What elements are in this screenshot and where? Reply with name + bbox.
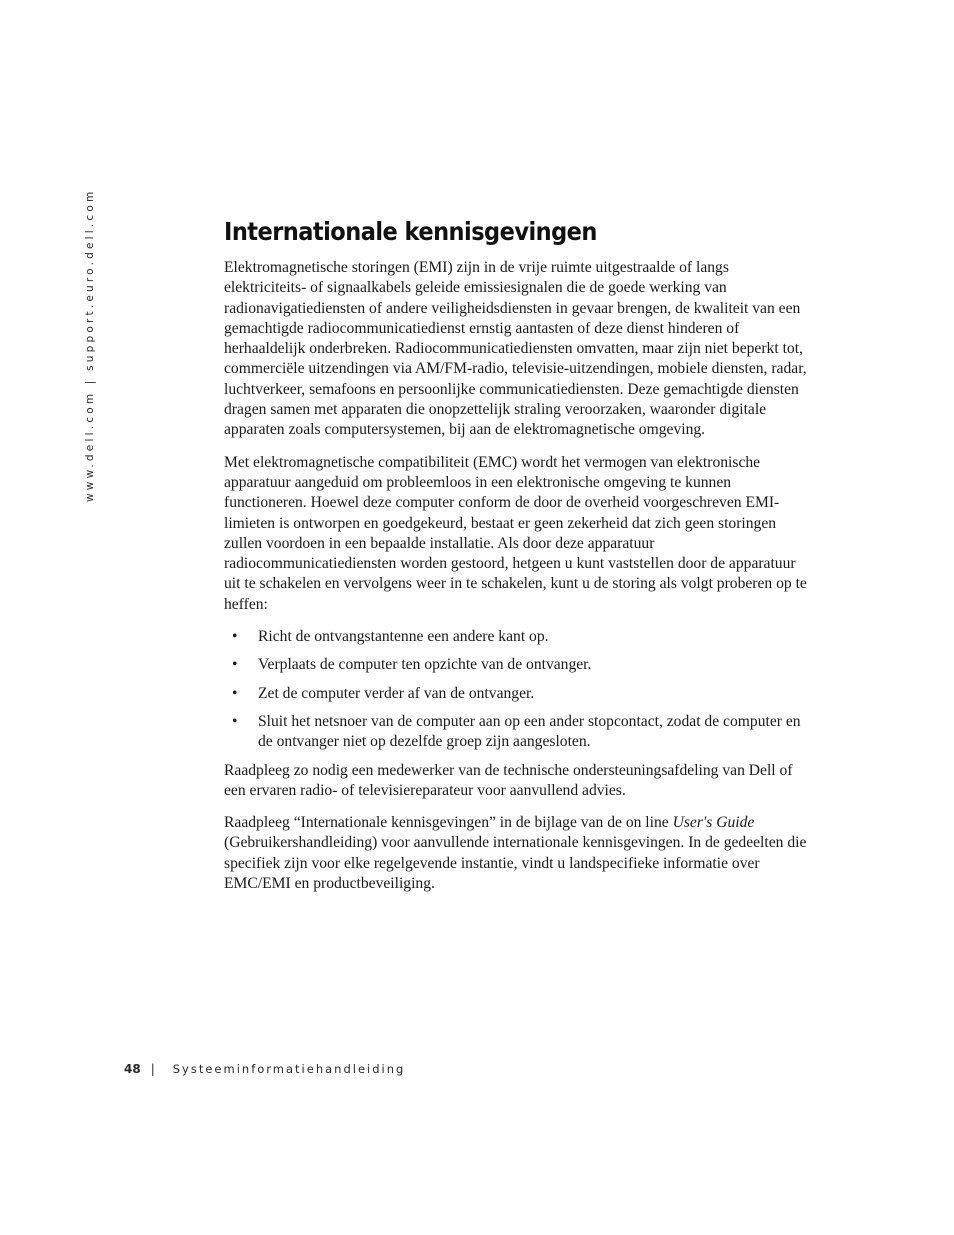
list-item xyxy=(224,655,814,675)
paragraph-users-guide xyxy=(224,813,814,894)
bullet-icon: • xyxy=(232,712,238,730)
list-item-text: Richt de ontvangstantenne een andere kant op. xyxy=(258,628,549,646)
list-item xyxy=(224,684,814,704)
side-url: www.dell.com | support.euro.dell.com xyxy=(84,188,96,502)
bullet-icon: • xyxy=(232,656,238,674)
list-item xyxy=(224,627,814,647)
footer-title: Systeeminformatiehandleiding xyxy=(172,1062,406,1076)
list-item-text: Sluit het netsnoer van de computer aan op een ander stopcontact, zodat de computer en de ontvanger niet op dezelfde groep zijn aangesloten. xyxy=(258,712,801,751)
page-number: 48 xyxy=(124,1062,141,1076)
users-guide-text-after: (Gebruikershandleiding) voor aanvullende internationale kennisgevingen. In de gedeelten die specifiek zijn voor elke regelgevende instantie, vindt u landspecifieke informatie over EMC/EMI en productbeveiliging. xyxy=(224,834,807,893)
page-heading: Internationale kennisgevingen xyxy=(224,217,597,246)
page-footer xyxy=(124,1062,405,1076)
users-guide-text-before: Raadpleeg “Internationale kennisgevingen” in de bijlage van de on line xyxy=(224,814,673,832)
list-item-text: Verplaats de computer ten opzichte van de ontvanger. xyxy=(258,656,592,674)
paragraph-emc: Met elektromagnetische compatibiliteit (EMC) wordt het vermogen van elektronische apparatuur aangeduid om probleemloos in een elektronische omgeving te kunnen functioneren. Hoewel deze computer conform de door de overheid voorgeschreven EMI-limieten is ontworpen en goedgekeurd, bestaat er geen zekerheid dat zich geen storingen zullen voordoen in een bepaalde installatie. Als door deze apparatuur radiocommunicatiediensten worden gestoord, hetgeen u kunt vaststellen door de apparatuur uit te schakelen en vervolgens weer in te schakelen, kunt u de storing als volgt proberen op te heffen: xyxy=(224,453,807,613)
list-item-text: Zet de computer verder af van de ontvanger. xyxy=(258,684,535,702)
bullet-list xyxy=(224,627,814,752)
users-guide-title: User's Guide xyxy=(672,814,755,832)
bullet-icon: • xyxy=(232,684,238,702)
paragraph-consult: Raadpleeg zo nodig een medewerker van de technische ondersteuningsafdeling van Dell of een ervaren radio- of televisiereparateur voor aanvullend advies. xyxy=(224,761,793,799)
bullet-icon: • xyxy=(232,628,238,646)
list-item xyxy=(224,712,814,753)
paragraph-emi: Elektromagnetische storingen (EMI) zijn in de vrije ruimte uitgestraalde of langs elektriciteits- of signaalkabels geleide emissiesignalen die de goede werking van radionavigatiediensten of andere veiligheidsdiensten in gevaar brengen, de kwaliteit van een gemachtigde radiocommunicatiedienst ernstig aantasten of deze dienst hinderen of herhaaldelijk onderbreken. Radiocommunicatiediensten omvatten, maar zijn niet beperkt tot, commerciële uitzendingen via AM/FM-radio, televisie-uitzendingen, mobiele diensten, radar, luchtverkeer, semafoons en persoonlijke communicatiediensten. Deze gemachtigde diensten dragen samen met apparaten die onopzettelijk straling veroorzaken, waaronder digitale apparaten zoals computersystemen, bij aan de elektromagnetische omgeving. xyxy=(224,259,807,439)
footer-separator: | xyxy=(150,1062,155,1076)
main-content xyxy=(224,214,814,906)
